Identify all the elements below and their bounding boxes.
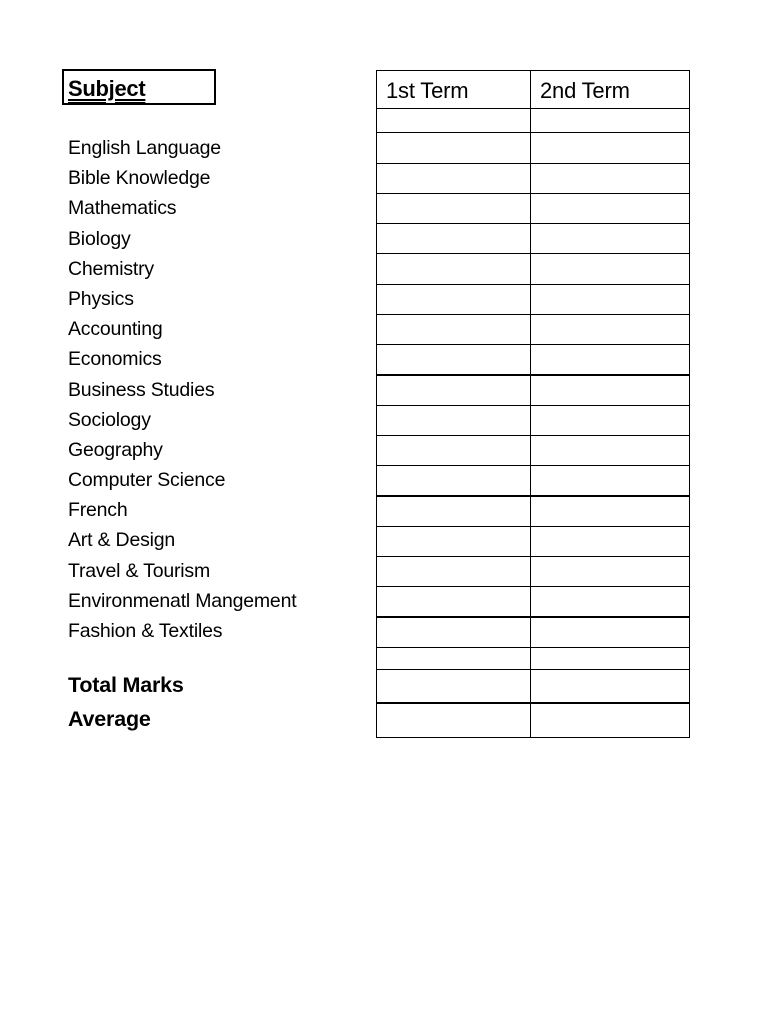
term1-mark-cell[interactable]	[377, 224, 531, 253]
grid-cell[interactable]	[531, 109, 689, 132]
subject-item: Bible Knowledge	[68, 167, 211, 190]
term1-header: 1st Term	[386, 78, 469, 103]
grid-subject-row	[376, 194, 690, 224]
subject-item: French	[68, 499, 128, 522]
term2-mark-cell[interactable]	[531, 194, 689, 223]
term1-average-cell[interactable]	[377, 704, 531, 737]
term1-mark-cell[interactable]	[377, 527, 531, 556]
subject-item: Fashion & Textiles	[68, 620, 223, 642]
term1-mark-cell[interactable]	[377, 254, 531, 284]
term1-mark-cell[interactable]	[377, 587, 531, 616]
term1-mark-cell[interactable]	[377, 133, 531, 163]
term2-mark-cell[interactable]	[531, 285, 689, 314]
subject-item: Chemistry	[68, 257, 154, 280]
grid-spacer-row	[376, 109, 690, 133]
grid-subject-row	[376, 466, 690, 497]
term2-mark-cell[interactable]	[531, 376, 689, 405]
term2-mark-cell[interactable]	[531, 557, 689, 586]
term1-mark-cell[interactable]	[377, 164, 531, 193]
subject-header-box	[62, 69, 216, 105]
term1-mark-cell[interactable]	[377, 557, 531, 586]
term2-mark-cell[interactable]	[531, 315, 689, 344]
grid-subject-row	[376, 133, 690, 164]
term1-mark-cell[interactable]	[377, 285, 531, 314]
term1-header-cell	[377, 71, 531, 108]
term1-total-cell[interactable]	[377, 670, 531, 702]
term2-mark-cell[interactable]	[531, 224, 689, 253]
term1-mark-cell[interactable]	[377, 376, 531, 405]
grid-header-row	[376, 70, 690, 109]
average-label: Average	[68, 707, 151, 731]
term1-mark-cell[interactable]	[377, 497, 531, 526]
term1-mark-cell[interactable]	[377, 315, 531, 344]
subject-item: Computer Science	[68, 469, 226, 492]
subject-item: Economics	[68, 348, 162, 371]
term2-header: 2nd Term	[540, 78, 630, 103]
subject-item: Environmenatl Mangement	[68, 589, 297, 612]
term2-mark-cell[interactable]	[531, 466, 689, 495]
subject-item: Accounting	[68, 318, 163, 341]
grid-cell[interactable]	[377, 109, 531, 132]
subject-item: Physics	[68, 287, 134, 310]
term2-mark-cell[interactable]	[531, 587, 689, 616]
grid-subject-row	[376, 436, 690, 466]
subject-item: Travel & Tourism	[68, 559, 211, 582]
term2-total-cell[interactable]	[531, 670, 689, 702]
subject-item: Biology	[68, 227, 131, 250]
term2-mark-cell[interactable]	[531, 164, 689, 193]
subject-list	[68, 133, 296, 646]
grid-subject-row	[376, 557, 690, 587]
term2-mark-cell[interactable]	[531, 406, 689, 435]
subject-header-label: Subject	[68, 76, 146, 101]
grid-subject-row	[376, 285, 690, 315]
subject-item: Sociology	[68, 408, 151, 431]
subject-item: Mathematics	[68, 197, 177, 220]
marks-grid	[376, 70, 690, 738]
term2-mark-cell[interactable]	[531, 254, 689, 284]
grid-average-row	[376, 704, 690, 738]
grid-subject-row	[376, 618, 690, 648]
term1-mark-cell[interactable]	[377, 194, 531, 223]
term1-mark-cell[interactable]	[377, 345, 531, 374]
term1-mark-cell[interactable]	[377, 618, 531, 647]
grid-cell[interactable]	[377, 648, 531, 669]
subject-item: Geography	[68, 438, 163, 461]
term1-mark-cell[interactable]	[377, 466, 531, 495]
term1-mark-cell[interactable]	[377, 436, 531, 465]
subject-item: Art & Design	[68, 529, 176, 552]
subject-item: Business Studies	[68, 378, 215, 401]
term2-mark-cell[interactable]	[531, 345, 689, 374]
grid-cell[interactable]	[531, 648, 689, 669]
term2-average-cell[interactable]	[531, 704, 689, 737]
term2-mark-cell[interactable]	[531, 436, 689, 465]
grid-spacer-row	[376, 648, 690, 670]
grid-subject-row	[376, 345, 690, 376]
grid-subject-row	[376, 376, 690, 406]
total-marks-label: Total Marks	[68, 673, 184, 697]
grid-total-row	[376, 670, 690, 704]
term1-mark-cell[interactable]	[377, 406, 531, 435]
term2-header-cell	[531, 71, 689, 108]
term2-mark-cell[interactable]	[531, 133, 689, 163]
subject-item: English Language	[68, 137, 221, 159]
grid-subject-row	[376, 587, 690, 618]
grid-subject-row	[376, 164, 690, 194]
term2-mark-cell[interactable]	[531, 497, 689, 526]
grid-subject-row	[376, 224, 690, 254]
grid-subject-row	[376, 497, 690, 527]
grid-subject-row	[376, 254, 690, 285]
grid-subject-row	[376, 527, 690, 557]
term2-mark-cell[interactable]	[531, 618, 689, 647]
grid-subject-row	[376, 406, 690, 436]
grid-subject-row	[376, 315, 690, 345]
term2-mark-cell[interactable]	[531, 527, 689, 556]
